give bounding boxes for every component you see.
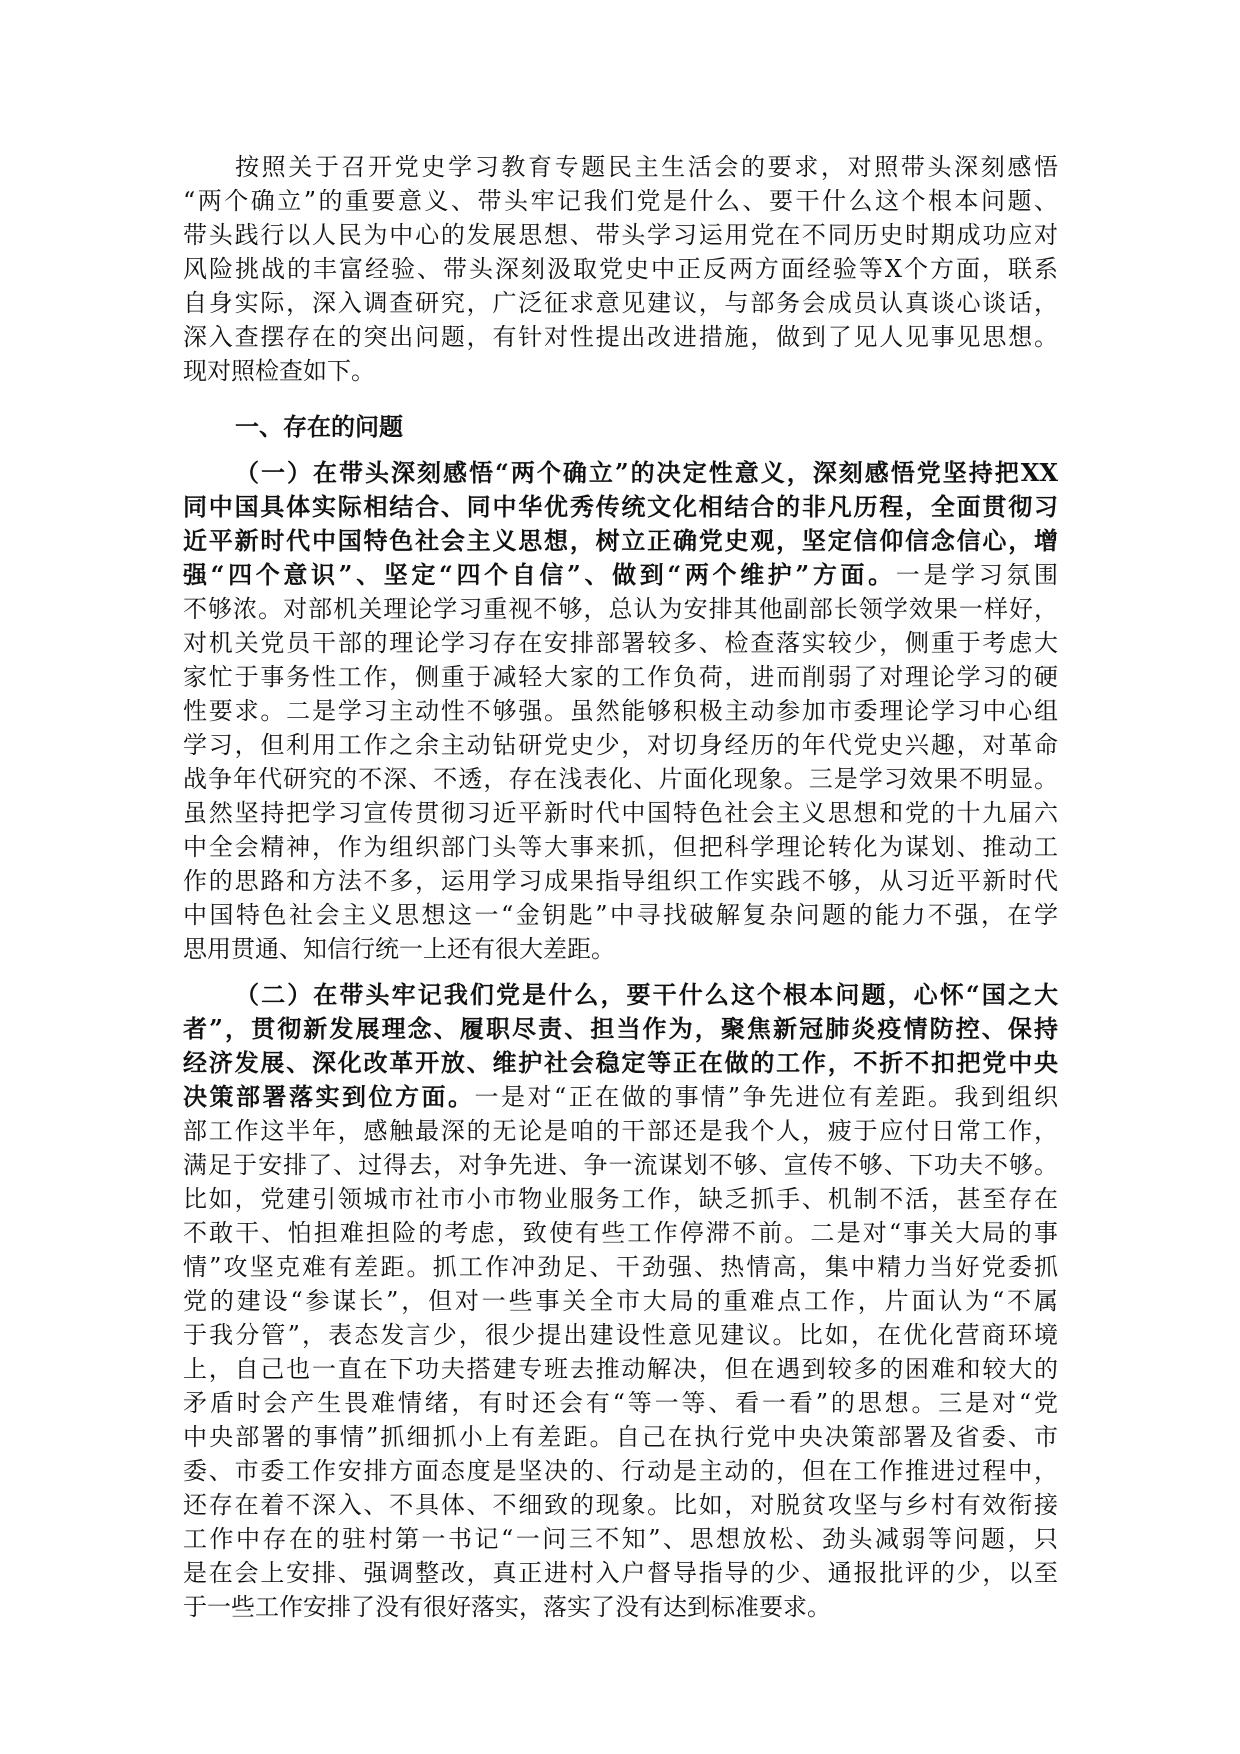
body-text: 党的建设“参谋长”，但对一些事关全市大局的重难点工作，片面认为“不属 (183, 1287, 1058, 1315)
body-text: 矛盾时会产生畏难情绪，有时还会有“等一等、看一看”的思想。三是对“党 (183, 1389, 1058, 1417)
text-line (183, 558, 1058, 592)
text-line (183, 286, 1058, 320)
text-line (183, 932, 1058, 966)
text-line (183, 1284, 1058, 1318)
text-line (183, 1352, 1058, 1386)
body-text: 按照关于召开党史学习教育专题民主生活会的要求，对照带头深刻感悟 (235, 153, 1058, 181)
text-line (183, 252, 1058, 286)
body-text: 委、市委工作安排方面态度是坚决的、行动是主动的，但在工作推进过程中， (183, 1457, 1058, 1485)
text-line (183, 150, 1058, 184)
bold-heading-text: 经济发展、深化改革开放、维护社会稳定等正在做的工作，不折不扣把党中央 (183, 1048, 1058, 1077)
text-line (183, 1250, 1058, 1284)
text-line (183, 1556, 1058, 1590)
text-line (183, 898, 1058, 932)
text-line (183, 1590, 1058, 1624)
text-line (183, 456, 1058, 490)
bold-heading-text: 同中国具体实际相结合、同中华优秀传统文化相结合的非凡历程，全面贯彻习 (183, 492, 1058, 521)
text-line (183, 864, 1058, 898)
body-text: 情”攻坚克难有差距。抓工作冲劲足、干劲强、热情高，集中精力当好党委抓 (183, 1253, 1058, 1281)
text-line (183, 1386, 1058, 1420)
body-text: 中央部署的事情”抓细抓小上有差距。自己在执行党中央决策部署及省委、市 (183, 1423, 1058, 1451)
body-text: 思用贯通、知信行统一上还有很大差距。 (183, 935, 615, 963)
section-heading-problems (183, 410, 1058, 444)
text-line (183, 762, 1058, 796)
body-text: 中国特色社会主义思想这一“金钥匙”中寻找破解复杂问题的能力不强，在学 (183, 901, 1058, 929)
text-line (183, 410, 1058, 444)
text-line (183, 1454, 1058, 1488)
body-text: 比如，党建引领城市社市小市物业服务工作，缺乏抓手、机制不活，甚至存在 (183, 1185, 1058, 1213)
text-line (183, 354, 1058, 388)
bold-heading-text: （二）在带头牢记我们党是什么，要干什么这个根本问题，心怀“国之大 (235, 980, 1058, 1009)
text-line (183, 592, 1058, 626)
text-line (183, 1012, 1058, 1046)
body-text: 不敢干、怕担难担险的考虑，致使有些工作停滞不前。二是对“事关大局的事 (183, 1219, 1058, 1247)
body-text: 中全会精神，作为组织部门头等大事来抓，但把科学理论转化为谋划、推动工 (183, 833, 1058, 861)
bold-heading-text: （一）在带头深刻感悟“两个确立”的决定性意义，深刻感悟党坚持把XX (235, 458, 1058, 487)
body-text: “两个确立”的重要意义、带头牢记我们党是什么、要干什么这个根本问题、 (183, 187, 1058, 215)
bold-heading-text: 强“四个意识”、坚定“四个自信”、做到“两个维护”方面。 (183, 560, 896, 589)
body-text: 带头践行以人民为中心的发展思想、带头学习运用党在不同历史时期成功应对 (183, 221, 1058, 249)
body-text: 上，自己也一直在下功夫搭建专班去推动解决，但在遇到较多的困难和较大的 (183, 1355, 1058, 1383)
text-line (183, 1420, 1058, 1454)
body-text: 家忙于事务性工作，侧重于减轻大家的工作负荷，进而削弱了对理论学习的硬 (183, 663, 1058, 691)
body-text: 部工作这半年，感触最深的无论是咱的干部还是我个人，疲于应付日常工作， (183, 1117, 1058, 1145)
text-line (183, 524, 1058, 558)
body-text: 于我分管”，表态发言少，很少提出建设性意见建议。比如，在优化营商环境 (183, 1321, 1058, 1349)
body-text: 对机关党员干部的理论学习存在安排部署较多、检查落实较少，侧重于考虑大 (183, 629, 1058, 657)
text-line (183, 320, 1058, 354)
body-text: 战争年代研究的不深、不透，存在浅表化、片面化现象。三是学习效果不明显。 (183, 765, 1058, 793)
body-text: 自身实际，深入调查研究，广泛征求意见建议，与部务会成员认真谈心谈话， (183, 289, 1058, 317)
body-text: 是在会上安排、强调整改，真正进村入户督导指导的少、通报批评的少，以至 (183, 1559, 1058, 1587)
text-line (183, 796, 1058, 830)
body-text: 一是学习氛围 (895, 561, 1059, 589)
body-text: 风险挑战的丰富经验、带头深刻汲取党史中正反两方面经验等X个方面，联系 (183, 255, 1058, 283)
intro-paragraph (183, 150, 1058, 388)
body-text: 于一些工作安排了没有很好落实，落实了没有达到标准要求。 (183, 1593, 831, 1621)
bold-heading-text: 近平新时代中国特色社会主义思想，树立正确党史观，坚定信仰信念信心，增 (183, 526, 1058, 555)
body-text: 还存在着不深入、不具体、不细致的现象。比如，对脱贫攻坚与乡村有效衔接 (183, 1491, 1058, 1519)
problem-paragraph-2 (183, 978, 1058, 1624)
document-page (183, 150, 1058, 1624)
body-text: 一是对“正在做的事情”争先进位有差距。我到组织 (474, 1083, 1058, 1111)
text-line (183, 1080, 1058, 1114)
body-text: 不够浓。对部机关理论学习重视不够，总认为安排其他副部长领学效果一样好， (183, 595, 1058, 623)
text-line (183, 1318, 1058, 1352)
body-text: 学习，但利用工作之余主动钻研党史少，对切身经历的年代党史兴趣，对革命 (183, 731, 1058, 759)
bold-heading-text: 决策部署落实到位方面。 (183, 1082, 475, 1111)
bold-heading-text: 者”，贯彻新发展理念、履职尽责、担当作为，聚焦新冠肺炎疫情防控、保持 (183, 1014, 1058, 1043)
text-line (183, 184, 1058, 218)
text-line (183, 1182, 1058, 1216)
body-text: 虽然坚持把学习宣传贯彻习近平新时代中国特色社会主义思想和党的十九届六 (183, 799, 1058, 827)
body-text: 作的思路和方法不多，运用学习成果指导组织工作实践不够，从习近平新时代 (183, 867, 1058, 895)
text-line (183, 728, 1058, 762)
body-text: 满足于安排了、过得去，对争先进、争一流谋划不够、宣传不够、下功夫不够。 (183, 1151, 1058, 1179)
text-line (183, 830, 1058, 864)
body-text: 深入查摆存在的突出问题，有针对性提出改进措施，做到了见人见事见思想。 (183, 323, 1058, 351)
text-line (183, 490, 1058, 524)
text-line (183, 1522, 1058, 1556)
body-text: 性要求。二是学习主动性不够强。虽然能够积极主动参加市委理论学习中心组 (183, 697, 1058, 725)
text-line (183, 218, 1058, 252)
body-text: 工作中存在的驻村第一书记“一问三不知”、思想放松、劲头减弱等问题，只 (183, 1525, 1058, 1553)
text-line (183, 1046, 1058, 1080)
text-line (183, 660, 1058, 694)
text-line (183, 1216, 1058, 1250)
text-line (183, 694, 1058, 728)
text-line (183, 1488, 1058, 1522)
text-line (183, 1114, 1058, 1148)
text-line (183, 1148, 1058, 1182)
text-line (183, 978, 1058, 1012)
body-text: 现对照检查如下。 (183, 357, 375, 385)
problem-paragraph-1 (183, 456, 1058, 966)
text-line (183, 626, 1058, 660)
bold-heading-text: 一、存在的问题 (235, 412, 403, 441)
